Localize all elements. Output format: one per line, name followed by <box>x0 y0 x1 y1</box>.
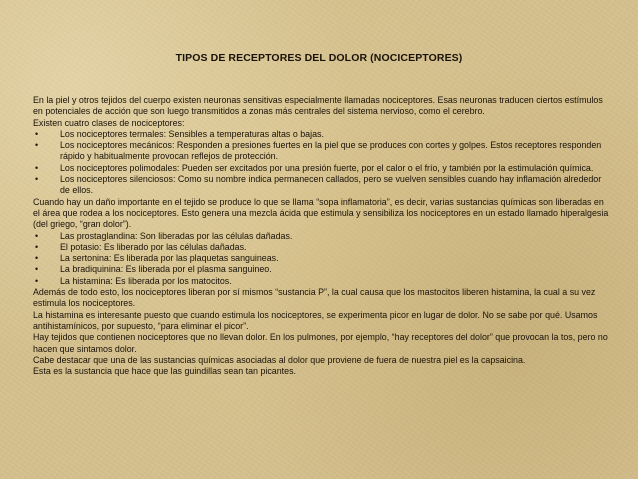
paragraph-chili: Esta es la sustancia que hace que las guindillas sean tan picantes. <box>33 366 296 377</box>
bullet-icon: • <box>35 230 39 241</box>
bullet-icon: • <box>35 174 39 185</box>
list-item-text: La sertonina: Es liberada por las plaquetas sanguineas. <box>60 253 279 264</box>
chemical-substances-list <box>33 231 613 287</box>
list-item <box>33 140 613 163</box>
slide-body <box>33 95 613 377</box>
list-item-text: Las prostaglandina: Son liberadas por las células dañadas. <box>60 230 293 241</box>
list-item <box>33 231 613 242</box>
bullet-icon: • <box>35 253 39 264</box>
paragraph-intro: En la piel y otros tejidos del cuerpo existen neuronas sensitivas especialmente llamadas nociceptores. Esas neuronas traducen ciertos estímulos en potenciales de acción que son luego transmitidos a zonas más centrales del sistema nervioso, como el cerebro. <box>33 95 603 117</box>
paragraph-lungs-cough: Hay tejidos que contienen nociceptores que no llevan dolor. En los pulmones, por ejemplo, “hay receptores del dolor” que provocan la tos, pero no hacen que sintamos dolor. <box>33 332 608 354</box>
bullet-icon: • <box>35 264 39 275</box>
slide-title: TIPOS DE RECEPTORES DEL DOLOR (NOCICEPTORES) <box>175 52 463 64</box>
list-item-text: Los nociceptores silenciosos: Como su nombre indica permanecen callados, pero se vuelven sensibles cuando hay inflamación alrededor de ellos. <box>60 174 602 196</box>
list-item <box>33 276 613 287</box>
list-item-text: Los nociceptores polimodales: Pueden ser excitados por una presión fuerte, por el calor o el frío, y también por la estimulación química. <box>60 162 594 173</box>
list-item <box>33 129 613 140</box>
list-item <box>33 253 613 264</box>
bullet-icon: • <box>35 128 39 139</box>
paragraph-capsaicin: Cabe destacar que una de las sustancias químicas asociadas al dolor que proviene de fuera de nuestra piel es la capsaicina. <box>33 354 526 365</box>
list-item-text: El potasio: Es liberado por las células dañadas. <box>60 241 247 252</box>
list-item-text: La bradiquinina: Es liberada por el plasma sanguineo. <box>60 264 272 275</box>
nociceptor-types-list <box>33 129 613 197</box>
paragraph-substance-p: Además de todo esto, los nociceptores liberan por sí mismos “sustancia P”, la cual causa que los mastocitos liberen histamina, la cual a su vez estimula los nociceptores. <box>33 287 596 309</box>
list-item <box>33 264 613 275</box>
bullet-icon: • <box>35 162 39 173</box>
list-item <box>33 163 613 174</box>
bullet-icon: • <box>35 241 39 252</box>
list-item <box>33 242 613 253</box>
bullet-icon: • <box>35 275 39 286</box>
list-item-text: Los nociceptores termales: Sensibles a temperaturas altas o bajas. <box>60 128 324 139</box>
paragraph-inflammatory-soup: Cuando hay un daño importante en el tejido se produce lo que se llama “sopa inflamatoria”, es decir, varias sustancias químicas son liberadas en el área que rodea a los nociceptores. Esto genera una mezcla ácida que estimula y sensibiliza los nociceptores en un estado llamado hiperalgesia (del griego, “gran dolor”). <box>33 196 609 230</box>
list-item-text: Los nociceptores mecánicos: Responden a presiones fuertes en la piel que se produces con cortes y golpes. Estos receptores responden rápido y habitualmente provocan reflejos de protección. <box>60 140 602 162</box>
list-item <box>33 174 613 197</box>
paragraph-list-intro: Existen cuatro clases de nociceptores: <box>33 117 185 128</box>
bullet-icon: • <box>35 140 39 151</box>
paragraph-histamine-itch: La histamina es interesante puesto que cuando estimula los nociceptores, se experimenta picor en lugar de dolor. No se sabe por qué. Usamos antihistamínicos, por supuesto, “para eliminar el picor”. <box>33 309 598 331</box>
list-item-text: La histamina: Es liberada por los matocitos. <box>60 275 232 286</box>
